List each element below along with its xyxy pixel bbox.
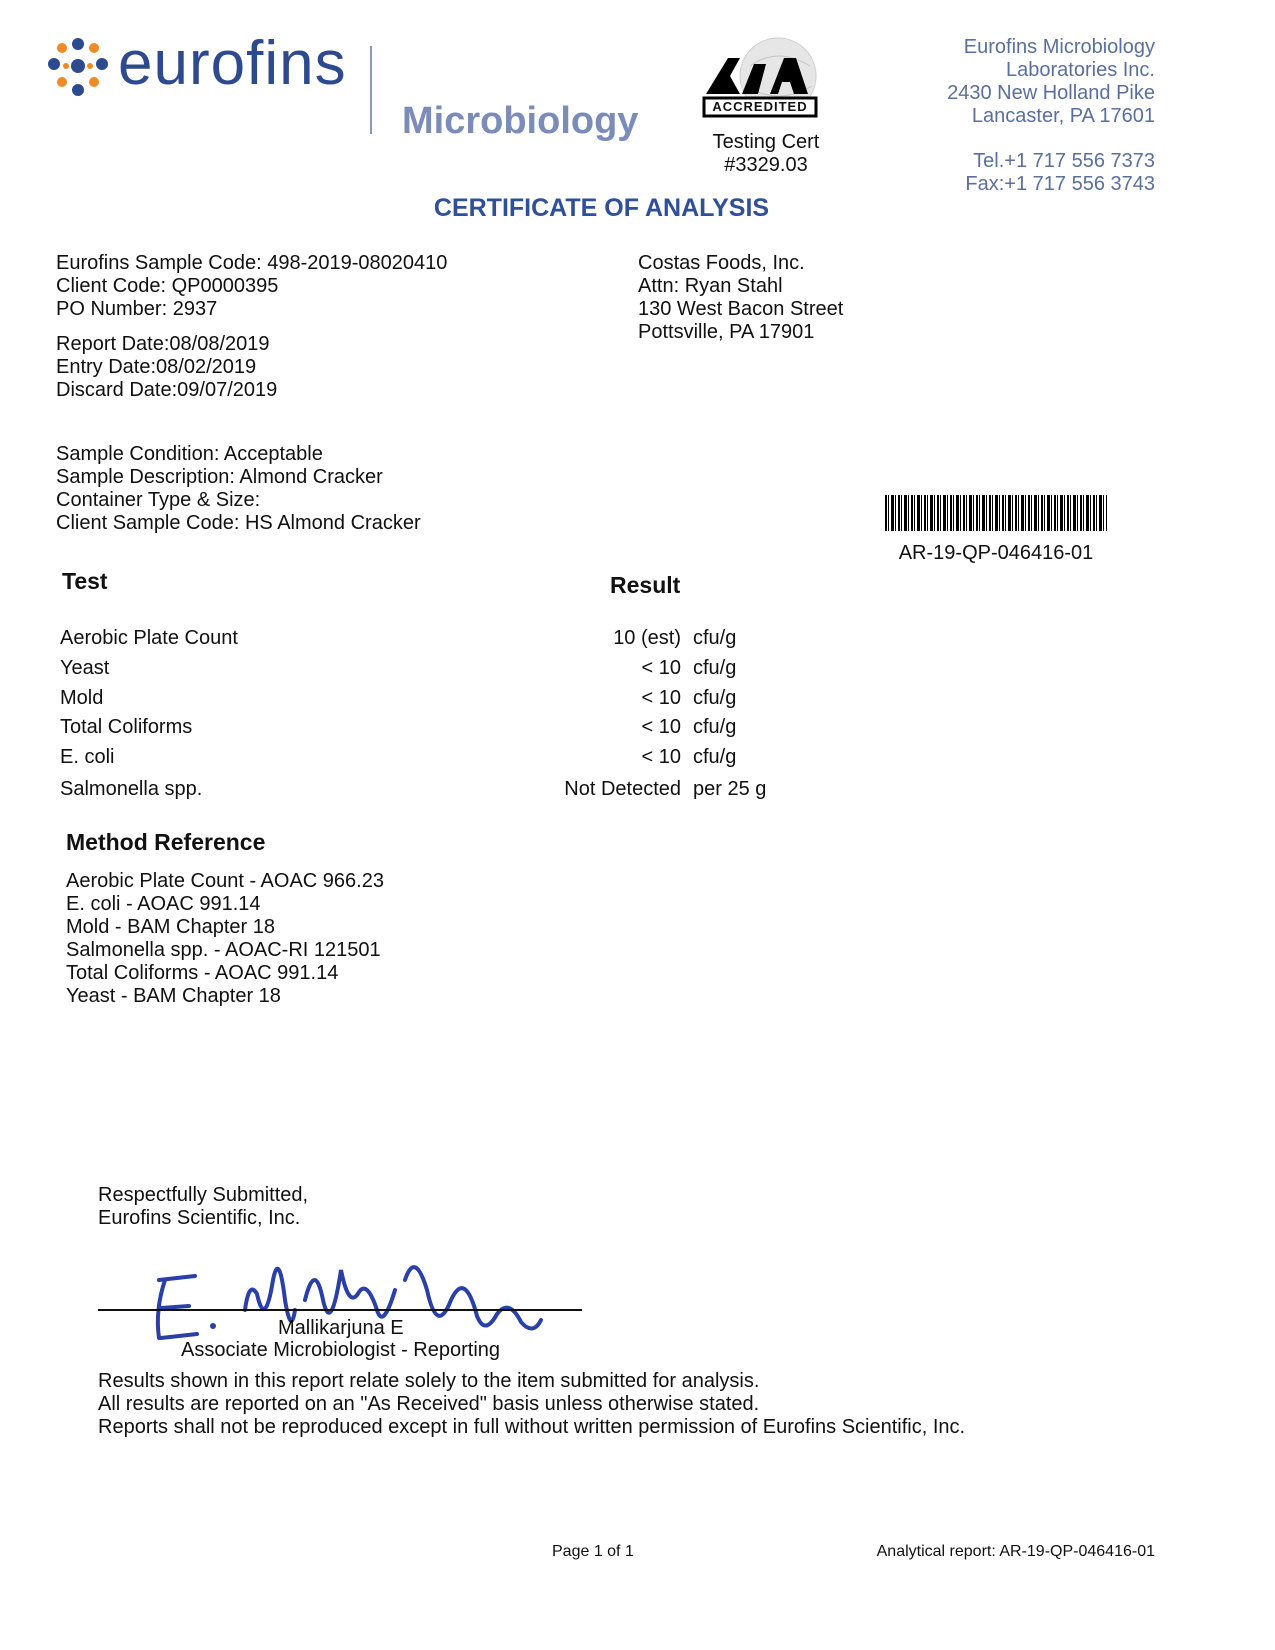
po-number: PO Number: 2937 (56, 298, 218, 320)
client-address-line: 130 West Bacon Street (638, 298, 844, 320)
test-name: Mold (60, 687, 104, 709)
company-name: Eurofins Scientific, Inc. (98, 1207, 301, 1229)
test-value: 10 (est) (613, 627, 681, 649)
test-name: E. coli (60, 746, 115, 768)
method-item: E. coli - AOAC 991.14 (66, 893, 261, 915)
lab-address-line: Eurofins Microbiology (963, 36, 1155, 58)
signatory-role: Associate Microbiologist - Reporting (181, 1339, 501, 1361)
client-address (638, 252, 843, 344)
sample-detail: Sample Condition: Acceptable (56, 443, 323, 465)
report-date: Report Date:08/08/2019 (56, 333, 270, 355)
test-unit: cfu/g (693, 657, 737, 679)
test-unit: cfu/g (693, 627, 737, 649)
barcode-label: AR-19-QP-046416-01 (898, 542, 1094, 564)
division-label: Microbiology (402, 100, 639, 142)
test-value: < 10 (641, 687, 681, 709)
signature-closing (98, 1184, 308, 1230)
disclaimer-line: Reports shall not be reproduced except in full without written permission of Eurofins Scientific, Inc. (98, 1416, 966, 1438)
page-number: Page 1 of 1 (552, 1543, 634, 1560)
page-title: CERTIFICATE OF ANALYSIS (433, 194, 770, 222)
table-row (60, 746, 820, 778)
accredited-label: ACCREDITED (712, 99, 808, 114)
report-id-footer: Analytical report: AR-19-QP-046416-01 (876, 1543, 1155, 1560)
test-value: < 10 (641, 716, 681, 738)
testing-cert-number: #3329.03 (724, 154, 808, 176)
method-item: Yeast - BAM Chapter 18 (66, 985, 281, 1007)
lab-address-line: Lancaster, PA 17601 (971, 105, 1155, 127)
method-item: Aerobic Plate Count - AOAC 966.23 (66, 870, 384, 892)
table-row (60, 657, 820, 687)
test-name: Aerobic Plate Count (60, 627, 238, 649)
test-unit: cfu/g (693, 746, 737, 768)
result-column-header: Result (610, 572, 681, 598)
eurofins-dots-icon (46, 36, 110, 100)
disclaimer (98, 1370, 965, 1439)
test-name: Total Coliforms (60, 716, 193, 738)
test-value: < 10 (641, 657, 681, 679)
eurofins-logo (46, 29, 356, 104)
test-value: < 10 (641, 746, 681, 768)
sample-detail: Sample Description: Almond Cracker (56, 466, 383, 488)
method-item: Mold - BAM Chapter 18 (66, 916, 275, 938)
testing-cert (688, 131, 844, 177)
entry-date: Entry Date:08/02/2019 (56, 356, 257, 378)
sample-details (56, 443, 421, 535)
lab-tel: Tel.+1 717 556 7373 (973, 150, 1155, 172)
client-address-line: Costas Foods, Inc. (638, 252, 805, 274)
method-item: Total Coliforms - AOAC 991.14 (66, 962, 339, 984)
test-unit: cfu/g (693, 716, 737, 738)
table-row (60, 687, 820, 716)
lab-address (947, 36, 1155, 196)
client-address-line: Attn: Ryan Stahl (638, 275, 783, 297)
signature-line (98, 1309, 582, 1311)
client-address-line: Pottsville, PA 17901 (638, 321, 815, 343)
results-table (60, 627, 820, 808)
a2la-accreditation-badge (700, 36, 820, 120)
table-row (60, 716, 820, 746)
table-row (60, 627, 820, 657)
table-row (60, 778, 820, 808)
test-name: Yeast (60, 657, 110, 679)
test-unit: cfu/g (693, 687, 737, 709)
discard-date: Discard Date:09/07/2019 (56, 379, 278, 401)
test-name: Salmonella spp. (60, 778, 203, 800)
client-code: Client Code: QP0000395 (56, 275, 279, 297)
sample-detail: Container Type & Size: (56, 489, 261, 511)
logo-divider (370, 46, 372, 134)
lab-address-line: Laboratories Inc. (1006, 59, 1155, 81)
disclaimer-line: Results shown in this report relate solely to the item submitted for analysis. (98, 1370, 760, 1392)
test-value: Not Detected (564, 778, 681, 800)
sample-info (56, 252, 447, 402)
closing-text: Respectfully Submitted, (98, 1184, 309, 1206)
method-item: Salmonella spp. - AOAC-RI 121501 (66, 939, 381, 961)
signatory-name: Mallikarjuna E (278, 1317, 404, 1339)
barcode (885, 495, 1107, 531)
sample-code: Eurofins Sample Code: 498-2019-08020410 (56, 252, 448, 274)
lab-address-line: 2430 New Holland Pike (947, 82, 1155, 104)
test-column-header: Test (62, 568, 108, 594)
disclaimer-line: All results are reported on an "As Received" basis unless otherwise stated. (98, 1393, 760, 1415)
logo-wordmark: eurofins (118, 29, 347, 98)
method-reference-header: Method Reference (66, 829, 266, 855)
lab-fax: Fax:+1 717 556 3743 (965, 173, 1155, 195)
sample-detail: Client Sample Code: HS Almond Cracker (56, 512, 421, 534)
testing-cert-line1: Testing Cert (712, 131, 820, 153)
method-list (66, 870, 384, 1008)
test-unit: per 25 g (693, 778, 767, 800)
